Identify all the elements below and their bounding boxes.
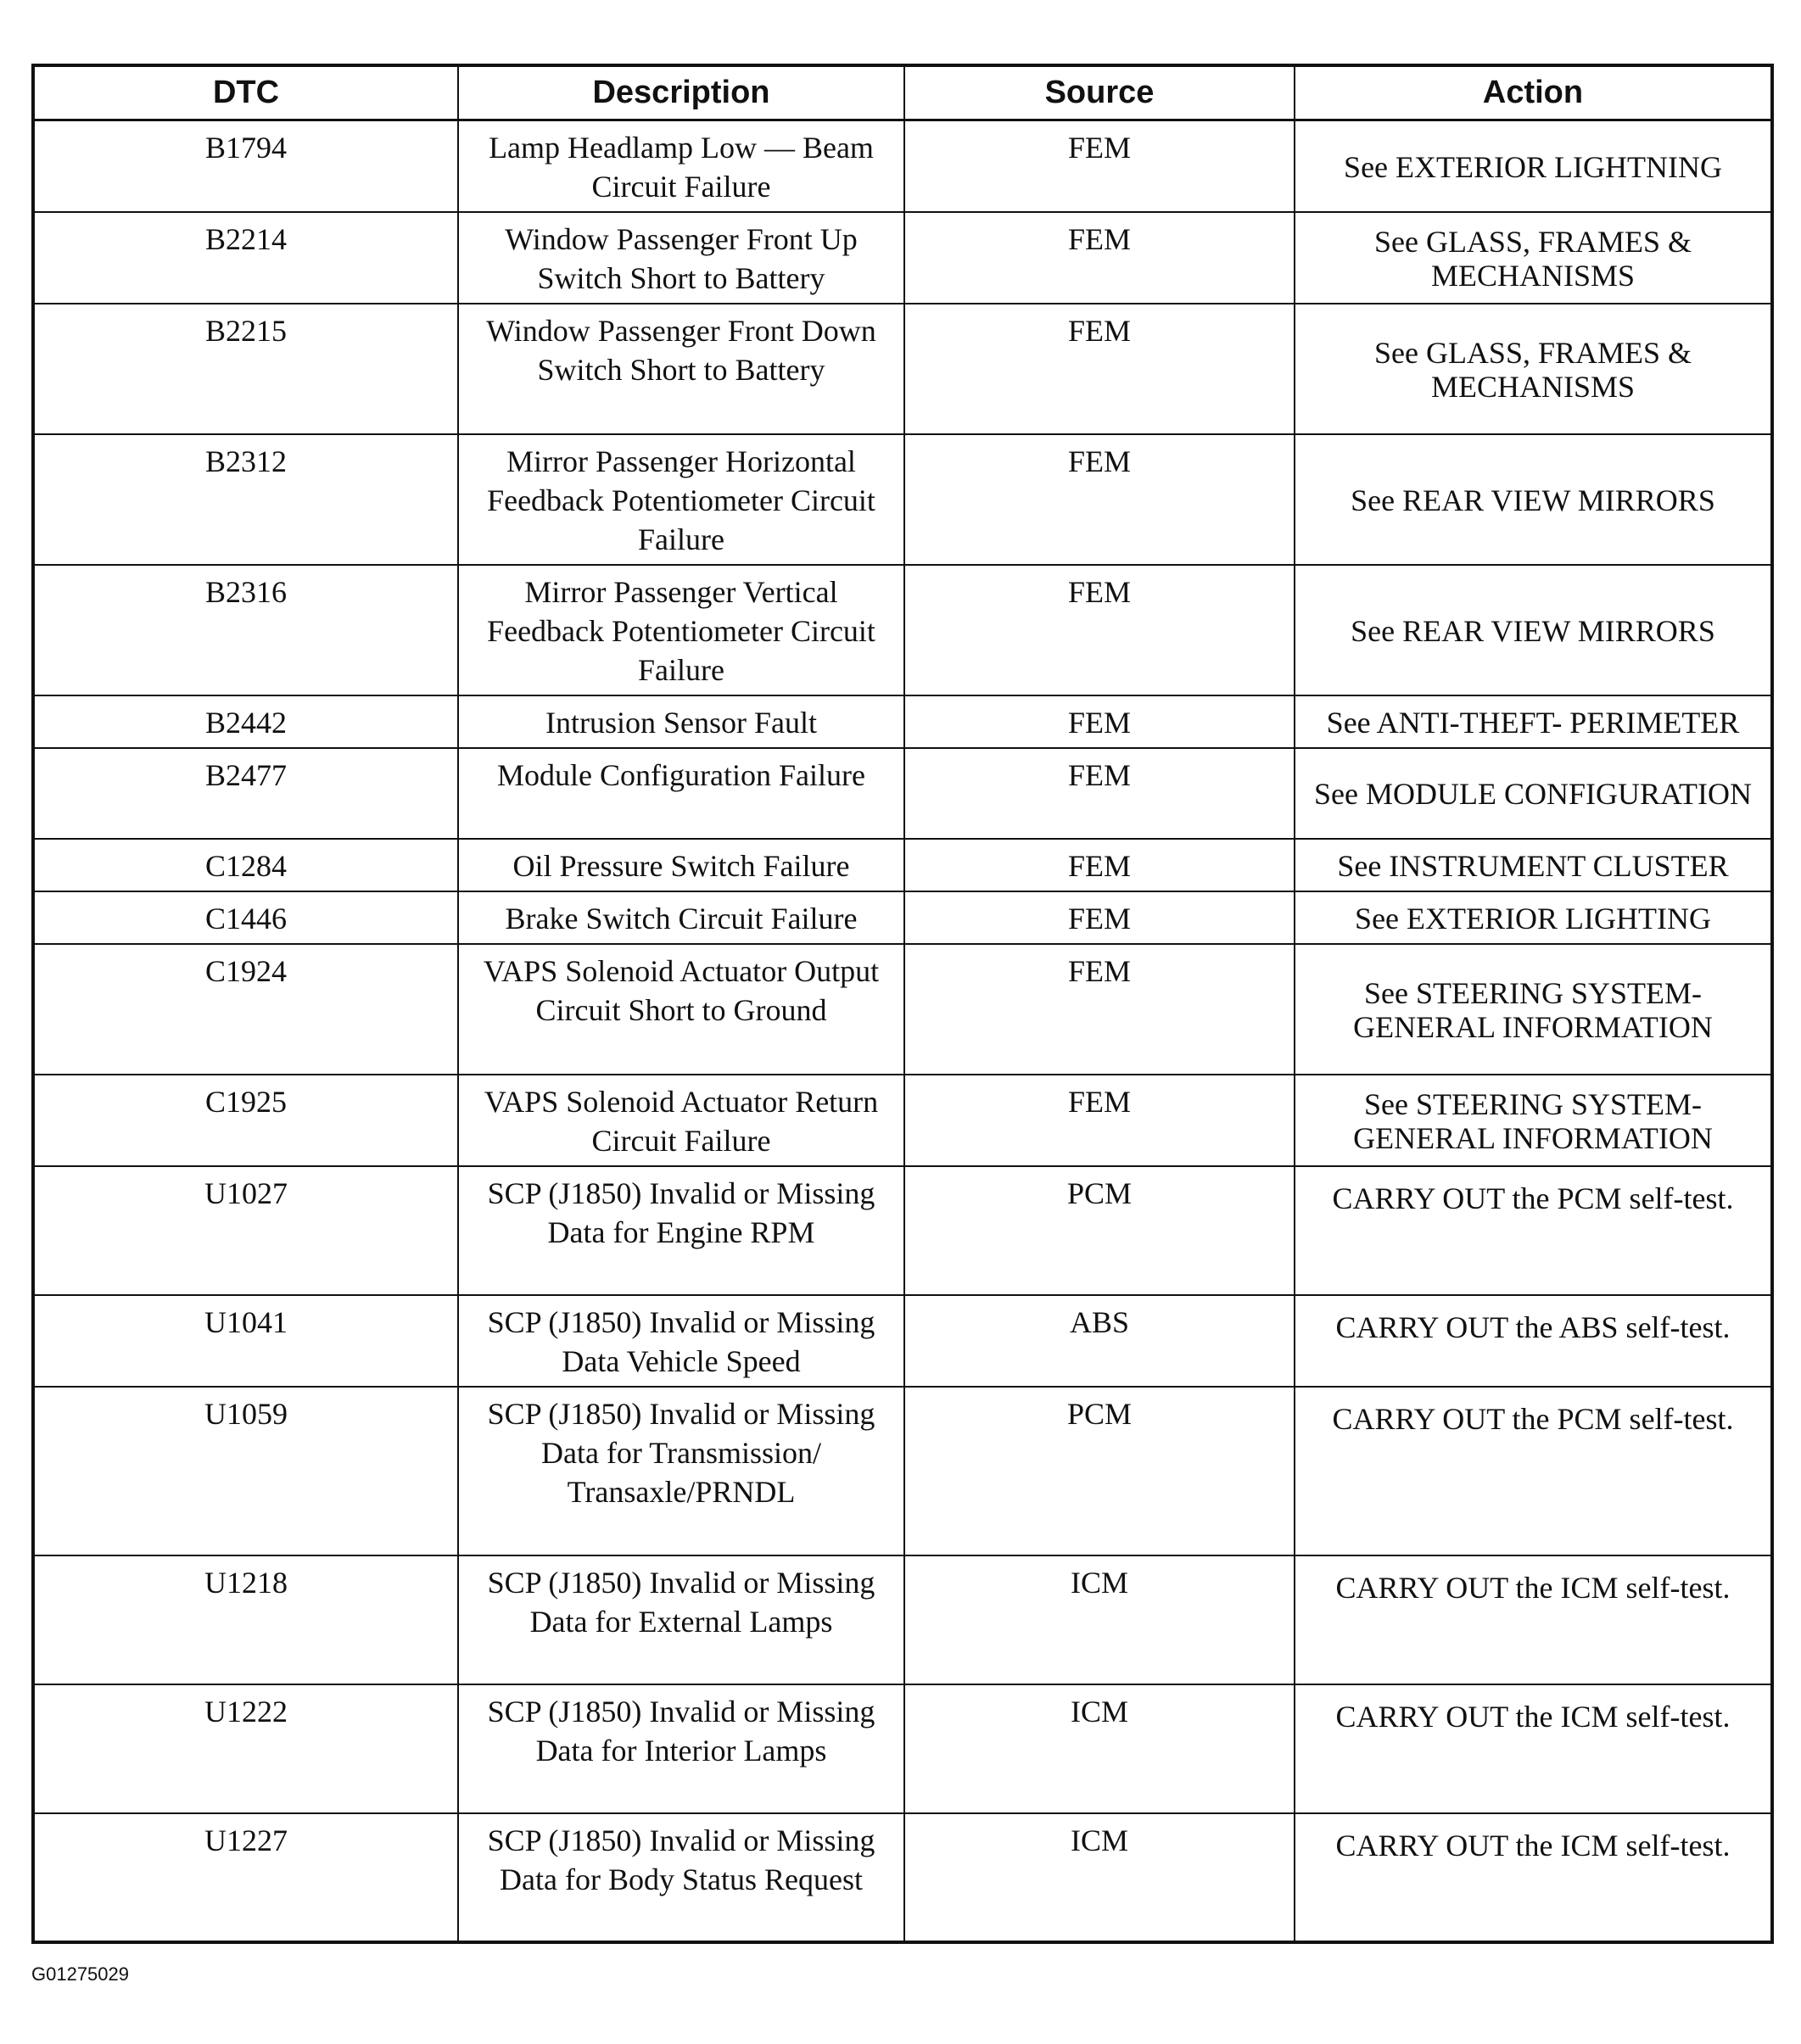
description-cell: SCP (J1850) Invalid or Missing Data for Transmission/ Transaxle/PRNDL — [458, 1387, 904, 1555]
action-cell: See GLASS, FRAMES & MECHANISMS — [1295, 304, 1772, 434]
source-cell: PCM — [904, 1166, 1295, 1295]
action-cell: CARRY OUT the ABS self-test. — [1295, 1295, 1772, 1387]
source-cell: ICM — [904, 1684, 1295, 1813]
table-row — [33, 1813, 1772, 1942]
column-header-source: Source — [904, 65, 1295, 120]
table-row — [33, 1075, 1772, 1166]
source-cell: FEM — [904, 120, 1295, 212]
dtc-cell: C1284 — [33, 839, 458, 891]
dtc-cell: U1222 — [33, 1684, 458, 1813]
description-cell: Module Configuration Failure — [458, 748, 904, 839]
table-row — [33, 1166, 1772, 1295]
dtc-cell: B2477 — [33, 748, 458, 839]
action-cell: CARRY OUT the PCM self-test. — [1295, 1166, 1772, 1295]
table-row — [33, 891, 1772, 944]
source-cell: FEM — [904, 695, 1295, 748]
source-cell: ABS — [904, 1295, 1295, 1387]
column-header-dtc: DTC — [33, 65, 458, 120]
table-row — [33, 212, 1772, 304]
dtc-cell: U1041 — [33, 1295, 458, 1387]
table-row — [33, 748, 1772, 839]
description-cell: SCP (J1850) Invalid or Missing Data for External Lamps — [458, 1555, 904, 1684]
source-cell: FEM — [904, 944, 1295, 1075]
action-cell: CARRY OUT the ICM self-test. — [1295, 1555, 1772, 1684]
column-header-description: Description — [458, 65, 904, 120]
source-cell: FEM — [904, 748, 1295, 839]
source-cell: FEM — [904, 1075, 1295, 1166]
description-cell: Window Passenger Front Up Switch Short to Battery — [458, 212, 904, 304]
description-cell: Oil Pressure Switch Failure — [458, 839, 904, 891]
description-cell: Brake Switch Circuit Failure — [458, 891, 904, 944]
description-cell: SCP (J1850) Invalid or Missing Data Vehicle Speed — [458, 1295, 904, 1387]
action-cell: See ANTI-THEFT- PERIMETER — [1295, 695, 1772, 748]
source-cell: FEM — [904, 839, 1295, 891]
table-header-row — [33, 65, 1772, 120]
figure-id: G01275029 — [31, 1963, 129, 1985]
source-cell: ICM — [904, 1555, 1295, 1684]
action-cell: CARRY OUT the PCM self-test. — [1295, 1387, 1772, 1555]
table-body — [33, 120, 1772, 1942]
dtc-cell: B2215 — [33, 304, 458, 434]
source-cell: PCM — [904, 1387, 1295, 1555]
description-cell: VAPS Solenoid Actuator Output Circuit Short to Ground — [458, 944, 904, 1075]
action-cell: See STEERING SYSTEM- GENERAL INFORMATION — [1295, 944, 1772, 1075]
table-row — [33, 434, 1772, 565]
table-row — [33, 695, 1772, 748]
action-cell: See MODULE CONFIGURATION — [1295, 748, 1772, 839]
table-row — [33, 1555, 1772, 1684]
dtc-cell: B1794 — [33, 120, 458, 212]
dtc-cell: U1059 — [33, 1387, 458, 1555]
description-cell: Mirror Passenger Horizontal Feedback Potentiometer Circuit Failure — [458, 434, 904, 565]
source-cell: FEM — [904, 304, 1295, 434]
table-row — [33, 944, 1772, 1075]
dtc-cell: U1218 — [33, 1555, 458, 1684]
table-row — [33, 565, 1772, 695]
source-cell: FEM — [904, 434, 1295, 565]
dtc-cell: B2214 — [33, 212, 458, 304]
description-cell: Mirror Passenger Vertical Feedback Potentiometer Circuit Failure — [458, 565, 904, 695]
action-cell: See EXTERIOR LIGHTING — [1295, 891, 1772, 944]
source-cell: FEM — [904, 891, 1295, 944]
dtc-cell: C1925 — [33, 1075, 458, 1166]
dtc-cell: C1446 — [33, 891, 458, 944]
table-row — [33, 304, 1772, 434]
table-row — [33, 1684, 1772, 1813]
source-cell: FEM — [904, 565, 1295, 695]
description-cell: SCP (J1850) Invalid or Missing Data for Interior Lamps — [458, 1684, 904, 1813]
dtc-table — [31, 64, 1774, 1944]
source-cell: FEM — [904, 212, 1295, 304]
action-cell: CARRY OUT the ICM self-test. — [1295, 1684, 1772, 1813]
description-cell: VAPS Solenoid Actuator Return Circuit Failure — [458, 1075, 904, 1166]
action-cell: See STEERING SYSTEM- GENERAL INFORMATION — [1295, 1075, 1772, 1166]
action-cell: See REAR VIEW MIRRORS — [1295, 434, 1772, 565]
description-cell: Window Passenger Front Down Switch Short to Battery — [458, 304, 904, 434]
action-cell: See EXTERIOR LIGHTNING — [1295, 120, 1772, 212]
column-header-action: Action — [1295, 65, 1772, 120]
dtc-cell: C1924 — [33, 944, 458, 1075]
description-cell: SCP (J1850) Invalid or Missing Data for Engine RPM — [458, 1166, 904, 1295]
table-row — [33, 1295, 1772, 1387]
source-cell: ICM — [904, 1813, 1295, 1942]
description-cell: SCP (J1850) Invalid or Missing Data for Body Status Request — [458, 1813, 904, 1942]
action-cell: CARRY OUT the ICM self-test. — [1295, 1813, 1772, 1942]
table-row — [33, 1387, 1772, 1555]
action-cell: See GLASS, FRAMES & MECHANISMS — [1295, 212, 1772, 304]
dtc-cell: B2442 — [33, 695, 458, 748]
action-cell: See INSTRUMENT CLUSTER — [1295, 839, 1772, 891]
table-row — [33, 839, 1772, 891]
dtc-cell: B2312 — [33, 434, 458, 565]
description-cell: Intrusion Sensor Fault — [458, 695, 904, 748]
dtc-cell: U1227 — [33, 1813, 458, 1942]
description-cell: Lamp Headlamp Low — Beam Circuit Failure — [458, 120, 904, 212]
action-cell: See REAR VIEW MIRRORS — [1295, 565, 1772, 695]
dtc-cell: U1027 — [33, 1166, 458, 1295]
table-row — [33, 120, 1772, 212]
dtc-cell: B2316 — [33, 565, 458, 695]
